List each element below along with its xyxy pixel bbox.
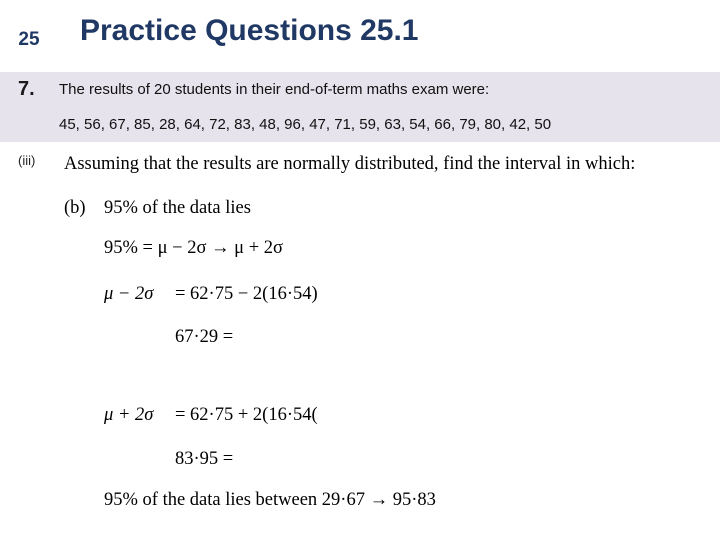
upper-bound-calc: = 62·75 + 2(16·54( [175,405,318,425]
sub-part-text: 95% of the data lies [104,198,251,218]
lower-bound-label: μ − 2σ [104,284,154,304]
lower-bound-calc: = 62·75 − 2(16·54) [175,284,318,304]
question-data: 45, 56, 67, 85, 28, 64, 72, 83, 48, 96, 47, 71, 59, 63, 54, 66, 79, 80, 42, 50 [59,116,552,133]
upper-bound-label: μ + 2σ [104,405,154,425]
part-label: (iii) [18,153,36,168]
part-text: Assuming that the results are normally distributed, find the interval in which: [64,154,636,174]
solution-conclusion: 95% of the data lies between 29·67 → 95·83 [104,490,436,510]
page-title: Practice Questions 25.1 [80,14,419,47]
lower-bound-result: 67·29 = [175,327,234,347]
sub-part-label: (b) [64,198,86,218]
chapter-number: 25 [18,29,40,50]
question-text: The results of 20 students in their end-of-term maths exam were: [59,81,490,98]
solution-formula: 95% = μ − 2σ → μ + 2σ [104,238,283,258]
upper-bound-result: 83·95 = [175,449,234,469]
question-number: 7. [18,78,35,100]
